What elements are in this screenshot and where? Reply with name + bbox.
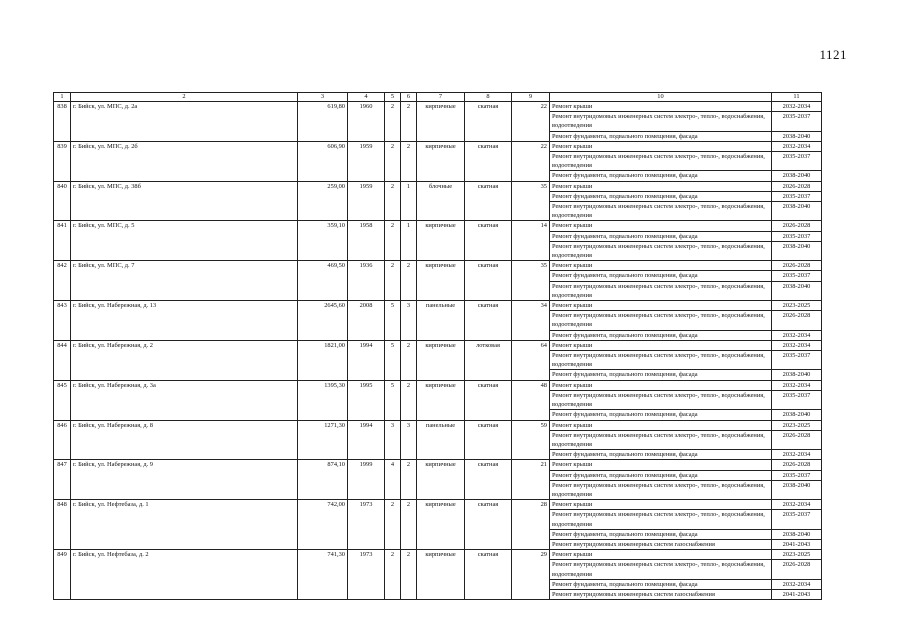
row-number-cell: 838 [54,102,71,142]
roof-type-cell: скатная [465,420,512,460]
repair-period-cell: 2035-2037 [772,152,822,171]
area-cell: 606,90 [298,141,348,181]
repair-work-cell: Ремонт крыши [550,420,772,430]
year-cell: 1973 [348,550,385,600]
year-cell: 1960 [348,102,385,142]
address-cell: г. Бийск, ул. Набережная, д. 3а [71,380,298,420]
repair-work-cell: Ремонт фундамента, подвального помещения, фасада [550,470,772,480]
roof-type-cell: скатная [465,221,512,261]
walls-material-cell: кирпичные [417,102,465,142]
repair-work-cell: Ремонт крыши [550,141,772,151]
area-cell: 359,10 [298,221,348,261]
repair-work-cell: Ремонт фундамента, подвального помещения, фасада [550,231,772,241]
row-number-cell: 841 [54,221,71,261]
header-cell: 10 [550,93,772,102]
entrances-cell: 2 [401,141,417,181]
repair-period-cell: 2032-2034 [772,102,822,112]
entrances-cell: 3 [401,301,417,341]
repair-period-cell: 2032-2034 [772,579,822,589]
area-cell: 1821,00 [298,340,348,380]
repair-period-cell: 2026-2028 [772,430,822,449]
row-number-cell: 844 [54,340,71,380]
repair-work-cell: Ремонт внутридомовых инженерных систем электро-, тепло-, водоснабжения, водоотведения [550,281,772,300]
repair-period-cell: 2038-2040 [772,171,822,181]
repair-period-cell: 2035-2037 [772,510,822,529]
floors-cell: 4 [385,460,401,500]
repair-work-cell: Ремонт фундамента, подвального помещения, фасада [550,330,772,340]
repair-work-cell: Ремонт крыши [550,380,772,390]
repair-period-cell: 2038-2040 [772,131,822,141]
repair-work-cell: Ремонт фундамента, подвального помещения, фасада [550,410,772,420]
roof-type-cell: скатная [465,181,512,221]
row-number-cell: 842 [54,261,71,301]
walls-material-cell: кирпичные [417,550,465,600]
table-row [54,181,822,191]
year-cell: 1994 [348,420,385,460]
floors-cell: 5 [385,340,401,380]
address-cell: г. Бийск, ул. МПС, д. 38б [71,181,298,221]
repair-period-cell: 2035-2037 [772,231,822,241]
area-cell: 469,50 [298,261,348,301]
repair-work-cell: Ремонт фундамента, подвального помещения, фасада [550,579,772,589]
repair-work-cell: Ремонт внутридомовых инженерных систем электро-, тепло-, водоснабжения, водоотведения [550,560,772,579]
repair-work-cell: Ремонт внутридомовых инженерных систем электро-, тепло-, водоснабжения, водоотведения [550,390,772,409]
flats-cell: 28 [512,500,550,550]
flats-cell: 22 [512,102,550,142]
entrances-cell: 2 [401,102,417,142]
repair-period-cell: 2026-2028 [772,261,822,271]
flats-cell: 59 [512,420,550,460]
walls-material-cell: кирпичные [417,380,465,420]
area-cell: 259,00 [298,181,348,221]
repair-period-cell: 2038-2040 [772,370,822,380]
repair-period-cell: 2023-2025 [772,301,822,311]
header-cell: 8 [465,93,512,102]
header-cell: 9 [512,93,550,102]
year-cell: 1936 [348,261,385,301]
floors-cell: 2 [385,181,401,221]
address-cell: г. Бийск, ул. Нефтебаза, д. 2 [71,550,298,600]
repair-period-cell: 2032-2034 [772,500,822,510]
flats-cell: 64 [512,340,550,380]
entrances-cell: 1 [401,221,417,261]
repair-period-cell: 2038-2040 [772,241,822,260]
repair-period-cell: 2035-2037 [772,191,822,201]
repair-period-cell: 2035-2037 [772,271,822,281]
floors-cell: 2 [385,221,401,261]
repair-period-cell: 2032-2034 [772,340,822,350]
repair-work-cell: Ремонт внутридомовых инженерных систем электро-, тепло-, водоснабжения, водоотведения [550,311,772,330]
roof-type-cell: скатная [465,141,512,181]
header-cell: 3 [298,93,348,102]
year-cell: 1995 [348,380,385,420]
repair-work-cell: Ремонт фундамента, подвального помещения, фасада [550,450,772,460]
repair-period-cell: 2026-2028 [772,560,822,579]
repair-period-cell: 2026-2028 [772,311,822,330]
header-cell: 6 [401,93,417,102]
repair-work-cell: Ремонт внутридомовых инженерных систем электро-, тепло-, водоснабжения, водоотведения [550,480,772,499]
repair-period-cell: 2026-2028 [772,460,822,470]
walls-material-cell: блочные [417,181,465,221]
year-cell: 2008 [348,301,385,341]
repair-work-cell: Ремонт фундамента, подвального помещения, фасада [550,529,772,539]
repair-period-cell: 2035-2037 [772,112,822,131]
repair-work-cell: Ремонт внутридомовых инженерных систем газоснабжения [550,539,772,549]
repair-work-cell: Ремонт внутридомовых инженерных систем газоснабжения [550,589,772,599]
walls-material-cell: кирпичные [417,500,465,550]
roof-type-cell: скатная [465,380,512,420]
table-row [54,301,822,311]
area-cell: 619,80 [298,102,348,142]
header-cell: 1 [54,93,71,102]
table-body [54,102,822,600]
repair-work-cell: Ремонт крыши [550,550,772,560]
floors-cell: 2 [385,102,401,142]
entrances-cell: 2 [401,460,417,500]
repair-work-cell: Ремонт внутридомовых инженерных систем электро-, тепло-, водоснабжения, водоотведения [550,351,772,370]
area-cell: 874,10 [298,460,348,500]
page-number: 1121 [819,47,847,62]
repair-work-cell: Ремонт крыши [550,261,772,271]
repair-work-cell: Ремонт внутридомовых инженерных систем электро-, тепло-, водоснабжения, водоотведения [550,510,772,529]
repair-period-cell: 2032-2034 [772,141,822,151]
capital-repair-table [53,92,822,600]
area-cell: 742,00 [298,500,348,550]
address-cell: г. Бийск, ул. Набережная, д. 9 [71,460,298,500]
header-cell: 5 [385,93,401,102]
flats-cell: 34 [512,301,550,341]
floors-cell: 2 [385,550,401,600]
roof-type-cell: скатная [465,460,512,500]
repair-work-cell: Ремонт фундамента, подвального помещения, фасада [550,131,772,141]
table-row [54,102,822,112]
table-row [54,340,822,350]
repair-period-cell: 2026-2028 [772,221,822,231]
address-cell: г. Бийск, ул. МПС, д. 5 [71,221,298,261]
area-cell: 1395,30 [298,380,348,420]
entrances-cell: 2 [401,550,417,600]
repair-work-cell: Ремонт фундамента, подвального помещения, фасада [550,171,772,181]
repair-work-cell: Ремонт внутридомовых инженерных систем электро-, тепло-, водоснабжения, водоотведения [550,112,772,131]
repair-period-cell: 2035-2037 [772,470,822,480]
row-number-cell: 849 [54,550,71,600]
repair-work-cell: Ремонт крыши [550,500,772,510]
flats-cell: 35 [512,261,550,301]
flats-cell: 35 [512,181,550,221]
floors-cell: 5 [385,380,401,420]
repair-period-cell: 2035-2037 [772,390,822,409]
floors-cell: 3 [385,420,401,460]
floors-cell: 2 [385,500,401,550]
walls-material-cell: кирпичные [417,141,465,181]
floors-cell: 5 [385,301,401,341]
roof-type-cell: скатная [465,301,512,341]
row-number-cell: 846 [54,420,71,460]
table-row [54,460,822,470]
year-cell: 1959 [348,141,385,181]
table-row [54,380,822,390]
flats-cell: 14 [512,221,550,261]
row-number-cell: 847 [54,460,71,500]
row-number-cell: 843 [54,301,71,341]
entrances-cell: 2 [401,500,417,550]
repair-work-cell: Ремонт внутридомовых инженерных систем электро-, тепло-, водоснабжения, водоотведения [550,152,772,171]
area-cell: 1271,30 [298,420,348,460]
entrances-cell: 3 [401,420,417,460]
repair-work-cell: Ремонт крыши [550,181,772,191]
header-cell: 7 [417,93,465,102]
repair-period-cell: 2032-2034 [772,450,822,460]
entrances-cell: 2 [401,261,417,301]
walls-material-cell: панельные [417,420,465,460]
header-cell: 4 [348,93,385,102]
repair-work-cell: Ремонт крыши [550,340,772,350]
row-number-cell: 845 [54,380,71,420]
entrances-cell: 1 [401,181,417,221]
address-cell: г. Бийск, ул. Нефтебаза, д. 1 [71,500,298,550]
year-cell: 1994 [348,340,385,380]
repair-work-cell: Ремонт фундамента, подвального помещения, фасада [550,370,772,380]
table-row [54,141,822,151]
repair-period-cell: 2038-2040 [772,529,822,539]
year-cell: 1959 [348,181,385,221]
walls-material-cell: кирпичные [417,340,465,380]
table-row [54,221,822,231]
year-cell: 1999 [348,460,385,500]
table-row [54,420,822,430]
address-cell: г. Бийск, ул. МПС, д. 2б [71,141,298,181]
repair-period-cell: 2041-2043 [772,589,822,599]
row-number-cell: 848 [54,500,71,550]
repair-work-cell: Ремонт внутридомовых инженерных систем электро-, тепло-, водоснабжения, водоотведения [550,202,772,221]
address-cell: г. Бийск, ул. Набережная, д. 13 [71,301,298,341]
column-number-row [54,93,822,102]
repair-work-cell: Ремонт внутридомовых инженерных систем электро-, тепло-, водоснабжения, водоотведения [550,241,772,260]
repair-period-cell: 2038-2040 [772,410,822,420]
address-cell: г. Бийск, ул. МПС, д. 2а [71,102,298,142]
flats-cell: 29 [512,550,550,600]
header-cell: 2 [71,93,298,102]
repair-period-cell: 2023-2025 [772,550,822,560]
roof-type-cell: лотковая [465,340,512,380]
roof-type-cell: скатная [465,102,512,142]
year-cell: 1958 [348,221,385,261]
repair-period-cell: 2032-2034 [772,330,822,340]
roof-type-cell: скатная [465,550,512,600]
table-row [54,500,822,510]
row-number-cell: 840 [54,181,71,221]
repair-work-cell: Ремонт крыши [550,460,772,470]
year-cell: 1973 [348,500,385,550]
table-row [54,550,822,560]
area-cell: 2645,60 [298,301,348,341]
walls-material-cell: панельные [417,301,465,341]
address-cell: г. Бийск, ул. Набережная, д. 2 [71,340,298,380]
repair-period-cell: 2038-2040 [772,202,822,221]
repair-period-cell: 2038-2040 [772,480,822,499]
repair-work-cell: Ремонт крыши [550,102,772,112]
area-cell: 741,30 [298,550,348,600]
walls-material-cell: кирпичные [417,221,465,261]
repair-period-cell: 2023-2025 [772,420,822,430]
entrances-cell: 2 [401,380,417,420]
entrances-cell: 2 [401,340,417,380]
address-cell: г. Бийск, ул. МПС, д. 7 [71,261,298,301]
table-row [54,261,822,271]
repair-work-cell: Ремонт внутридомовых инженерных систем электро-, тепло-, водоснабжения, водоотведения [550,430,772,449]
repair-period-cell: 2038-2040 [772,281,822,300]
repair-work-cell: Ремонт фундамента, подвального помещения, фасада [550,271,772,281]
repair-period-cell: 2041-2043 [772,539,822,549]
flats-cell: 22 [512,141,550,181]
roof-type-cell: скатная [465,261,512,301]
flats-cell: 21 [512,460,550,500]
repair-work-cell: Ремонт крыши [550,301,772,311]
floors-cell: 2 [385,261,401,301]
flats-cell: 48 [512,380,550,420]
repair-work-cell: Ремонт фундамента, подвального помещения, фасада [550,191,772,201]
walls-material-cell: кирпичные [417,460,465,500]
roof-type-cell: скатная [465,500,512,550]
repair-period-cell: 2026-2028 [772,181,822,191]
repair-period-cell: 2032-2034 [772,380,822,390]
header-cell: 11 [772,93,822,102]
address-cell: г. Бийск, ул. Набережная, д. 8 [71,420,298,460]
walls-material-cell: кирпичные [417,261,465,301]
floors-cell: 2 [385,141,401,181]
row-number-cell: 839 [54,141,71,181]
repair-work-cell: Ремонт крыши [550,221,772,231]
repair-period-cell: 2035-2037 [772,351,822,370]
